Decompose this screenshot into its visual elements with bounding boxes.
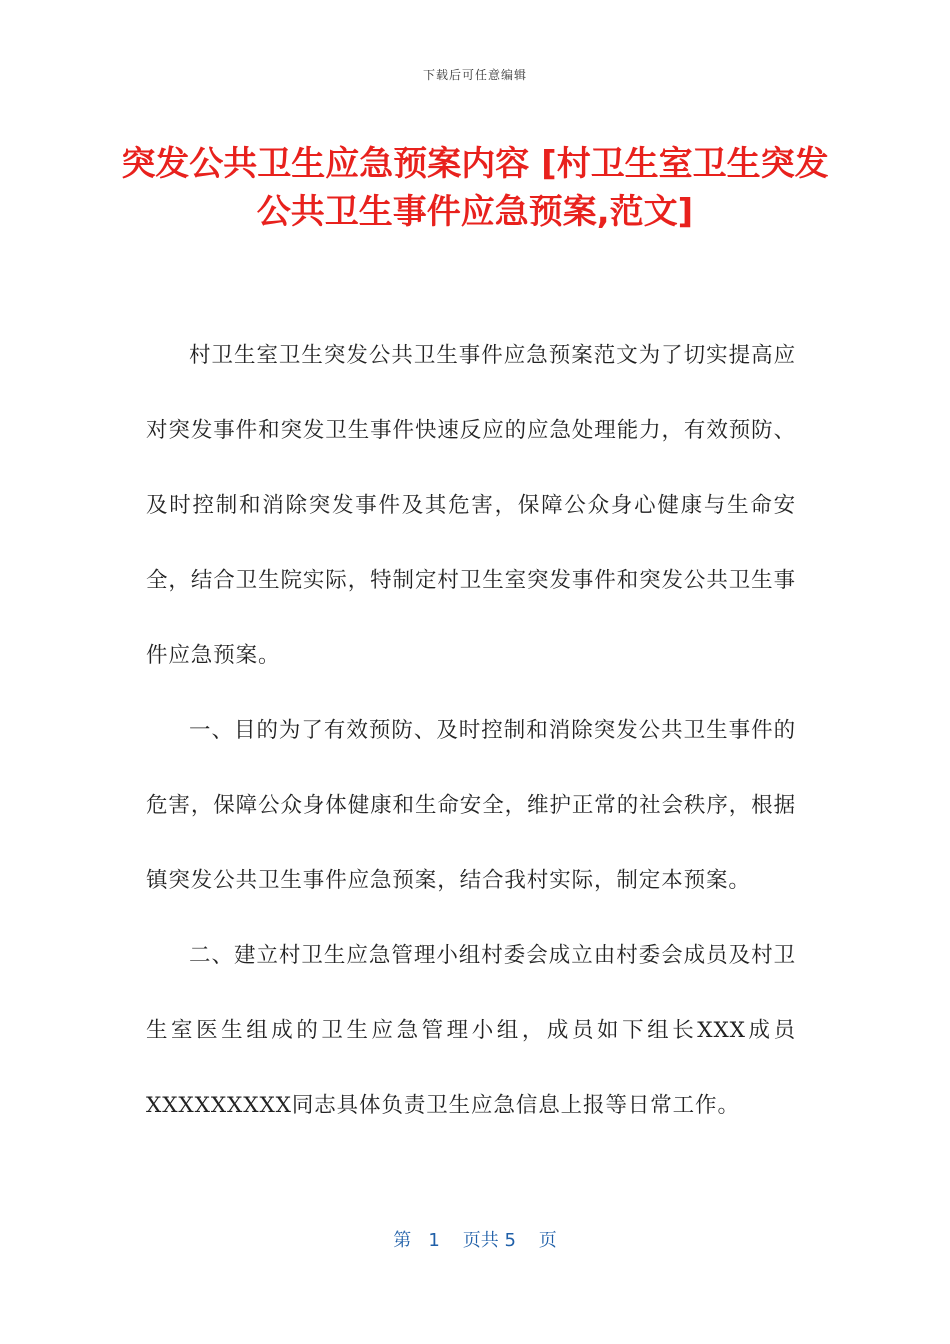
header-note: 下载后可任意编辑	[422, 68, 527, 82]
page-label-prefix: 第	[393, 1230, 412, 1251]
total-pages-number: 5	[504, 1230, 516, 1251]
current-page-number: 1	[428, 1230, 440, 1251]
paragraph: 村卫生室卫生突发公共卫生事件应急预案范文为了切实提高应对突发事件和突发卫生事件快速反应的应急处理能力，有效预防、及时控制和消除突发事件及其危害，保障公众身心健康与生命安全，结合卫生院实际，特制定村卫生室突发事件和突发公共卫生事件应急预案。	[146, 343, 796, 668]
page-label-suffix: 页	[538, 1230, 557, 1251]
document-body	[146, 318, 796, 1143]
paragraph: 一、目的为了有效预防、及时控制和消除突发公共卫生事件的危害，保障公众身体健康和生命安全，维护正常的社会秩序，根据镇突发公共卫生事件应急预案，结合我村实际，制定本预案。	[146, 718, 796, 893]
document-title: 突发公共卫生应急预案内容 [村卫生室卫生突发公共卫生事件应急预案,范文]	[121, 144, 829, 232]
paragraph: 二、建立村卫生应急管理小组村委会成立由村委会成员及村卫生室医生组成的卫生应急管理小组，成员如下组长XXX成员XXXXXXXXX同志具体负责卫生应急信息上报等日常工作。	[146, 943, 796, 1118]
page-label-mid: 页共	[462, 1230, 499, 1251]
page-footer	[0, 1226, 950, 1252]
